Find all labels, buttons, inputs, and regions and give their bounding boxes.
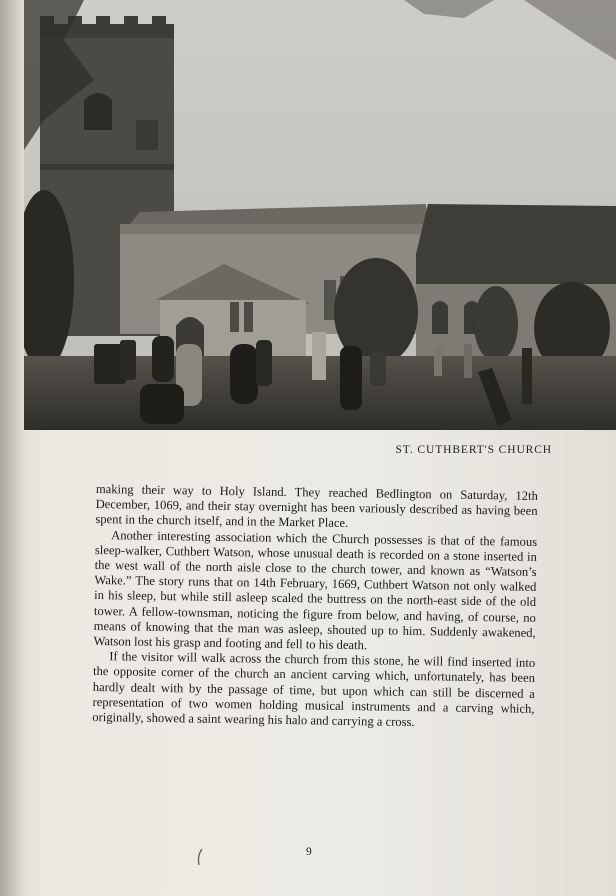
- pencil-mark-icon: [196, 848, 204, 866]
- page-gutter: [0, 0, 26, 896]
- paragraph: Another interesting association which the Church possesses is that of the famous sleep-walker, Cuthbert Watson, whose unusual death is recorded on a stone inserted in the west wall of the north aisle close to the church tower, and known as “Watson’s Wake.” The story runs that on 14th February, 1669, Cuthbert Watson not only walked in his sleep, but while still asleep scaled the buttress on the north-east side of the old tower. A fellow-townsman, noticing the figure from below, and having, of course, no means of knowing that the man was asleep, shouted up to him. Suddenly awakened, Watson lost his grasp and footing and fell to his death.: [93, 527, 538, 653]
- paragraph: making their way to Holy Island. They reached Bedlington on Saturday, 12th December, 1069, and their stay overnight has been variously described as having been spent in the church itself, and in the Market Place.: [95, 482, 538, 531]
- body-text: [92, 482, 538, 732]
- church-photograph: [24, 0, 616, 430]
- paragraph: If the visitor will walk across the church from this stone, he will find inserted into the opposite corner of the church an ancient carving which, unfortunately, has been hardly dealt with by the passage of time, but upon which can still be discerned a representation of two women holding musical instruments and a carving which, originally, showed a saint wearing his halo and carrying a cross.: [92, 649, 536, 730]
- photo-caption: ST. CUTHBERT'S CHURCH: [395, 444, 552, 456]
- page-number: 9: [306, 846, 312, 858]
